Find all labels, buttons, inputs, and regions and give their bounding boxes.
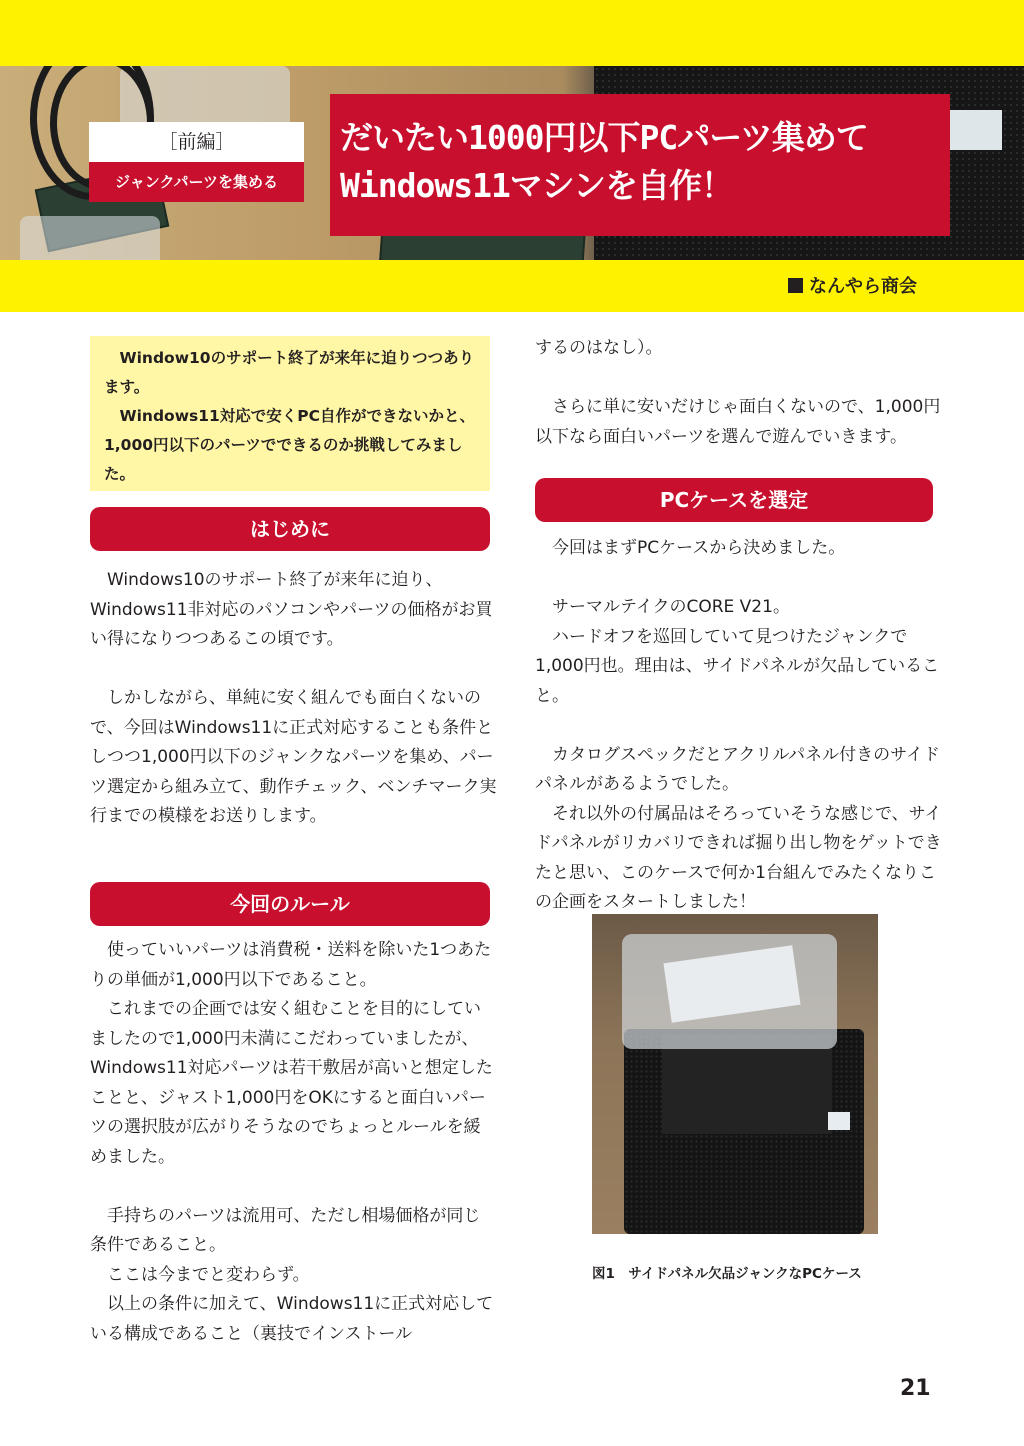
page-number: 21 — [900, 1376, 931, 1401]
paragraph: Windows10のサポート終了が来年に迫り、Windows11非対応のパソコンやパーツの価格がお買い得になりつつあるこの頃です。 — [90, 570, 493, 649]
paragraph: 使っていいパーツは消費税・送料を除いた1つあたりの単価が1,000円以下であること。 — [90, 940, 492, 990]
paragraph: これまでの企画では安く組むことを目的にしていましたので1,000円未満にこだわっていましたが、Windows11対応パーツは若干敷居が高いと想定したことと、ジャスト1,000円をOKにすると面白いパーツの選択肢が広がりそうなのでちょっとルールを緩めました。 — [90, 999, 493, 1167]
paragraph: ここは今までと変わらず。 — [90, 1264, 310, 1285]
article-title — [330, 94, 950, 236]
paragraph: 今回はまずPCケースから決めました。 — [535, 538, 846, 558]
lead-box — [90, 336, 490, 491]
figure-caption: 図1 サイドパネル欠品ジャンクなPCケース — [592, 1266, 862, 1282]
top-yellow-band — [0, 0, 1024, 66]
series-subtitle: ジャンクパーツを集める — [89, 162, 304, 202]
square-bullet-icon — [788, 278, 803, 293]
paragraph: それ以外の付属品はそろっていそうな感じで、サイドパネルがリカバリできれば掘り出し物をゲットできたと思い、このケースで何か1台組んでみたくなりこの企画をスタートしました！ — [535, 803, 942, 912]
author-credit — [788, 272, 917, 302]
series-label: ［前編］ — [158, 131, 235, 153]
section-heading-intro: はじめに — [90, 507, 490, 551]
author-name: なんやら商会 — [809, 276, 917, 297]
section-heading-pc-case: PCケースを選定 — [535, 478, 933, 522]
lead-paragraph: Windows11対応で安くPC自作ができないかと、1,000円以下のパーツでできるのか挑戦してみました。 — [104, 407, 476, 483]
paragraph: 以上の条件に加えて、Windows11に正式対応している構成であること（裏技でインストール — [90, 1294, 494, 1344]
paragraph: サーマルテイクのCORE V21。 — [535, 597, 790, 617]
series-label-box — [89, 122, 304, 202]
pc-case-text — [535, 534, 947, 918]
paragraph: しかしながら、単純に安く組んでも面白くないので、今回はWindows11に正式対応することも条件としつつ1,000円以下のジャンクなパーツを集め、パーツ選定から組み立て、動作チェック、ベンチマーク実行までの模様をお送りします。 — [90, 688, 497, 826]
lead-paragraph: Window10のサポート終了が来年に迫りつつあります。 — [104, 349, 475, 396]
intro-text — [90, 566, 502, 832]
paragraph: ハードオフを巡回していて見つけたジャンクで1,000円也。理由は、サイドパネルが欠品していること。 — [535, 626, 940, 706]
paragraph: 手持ちのパーツは流用可、ただし相場価格が同じ条件であること。 — [90, 1205, 481, 1255]
paragraph: するのはなし）。 — [535, 338, 663, 358]
section-heading-rules: 今回のルール — [90, 882, 490, 926]
rules-text — [90, 936, 494, 1349]
paragraph: さらに単に安いだけじゃ面白くないので、1,000円以下なら面白いパーツを選んで遊んでいきます。 — [535, 397, 941, 447]
title-line-2: Windows11マシンを自作！ — [340, 166, 733, 205]
right-intro-text — [535, 334, 947, 452]
figure-1-photo — [592, 914, 878, 1234]
title-line-1: だいたい1000円以下PCパーツ集めて — [340, 118, 868, 157]
paragraph: カタログスペックだとアクリルパネル付きのサイドパネルがあるようでした。 — [535, 744, 940, 794]
